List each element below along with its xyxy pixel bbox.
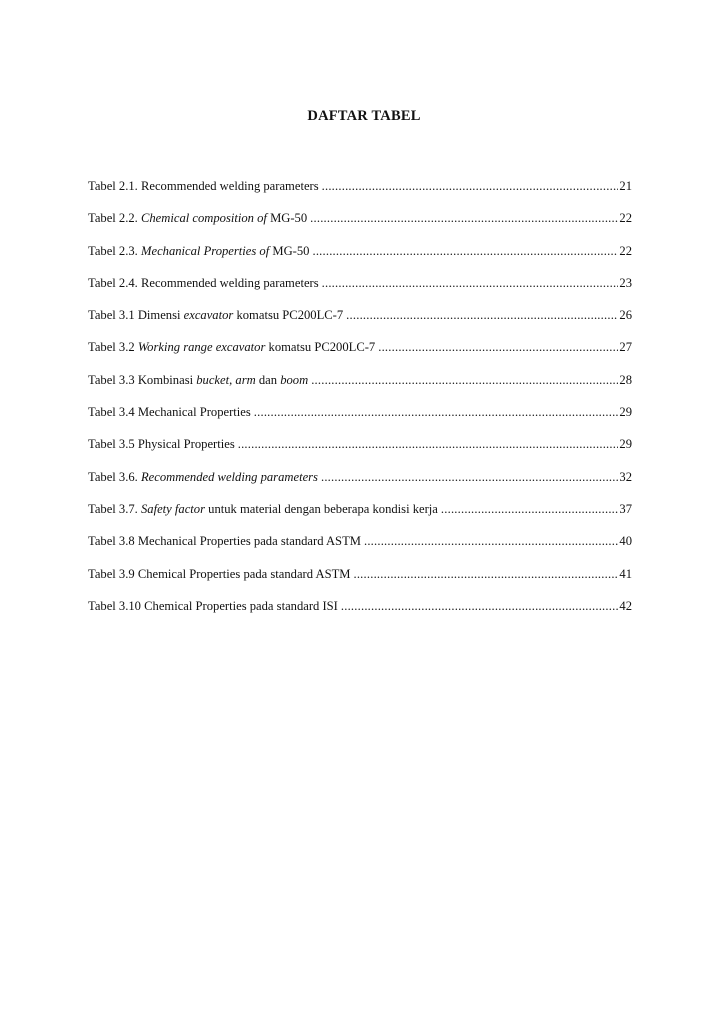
toc-entry-page: 42	[619, 598, 632, 613]
toc-entry-label: Tabel 2.4. Recommended welding parameters	[88, 275, 319, 290]
table-of-tables	[88, 177, 632, 629]
dot-leader	[378, 338, 618, 356]
dot-leader	[341, 597, 619, 615]
toc-entry-page: 32	[619, 469, 632, 484]
toc-entry	[88, 371, 632, 403]
page-title: DAFTAR TABEL	[307, 108, 421, 124]
toc-entry-page: 28	[619, 372, 632, 387]
toc-entry	[88, 338, 632, 370]
toc-entry	[88, 435, 632, 467]
toc-entry-label: Tabel 3.9 Chemical Properties pada standard ASTM	[88, 566, 351, 581]
toc-entry	[88, 597, 632, 629]
toc-entry-label: Tabel 3.5 Physical Properties	[88, 437, 235, 452]
toc-entry-label: Tabel 3.3 Kombinasi bucket, arm dan boom	[88, 372, 309, 387]
toc-entry-label: Tabel 2.1. Recommended welding parameters	[88, 179, 319, 193]
toc-entry	[88, 177, 632, 209]
toc-entry	[88, 403, 632, 435]
toc-entry-label: Tabel 2.2. Chemical composition of MG-50	[88, 211, 308, 226]
toc-entry	[88, 500, 632, 532]
toc-entry	[88, 274, 632, 306]
toc-entry	[88, 532, 632, 564]
toc-entry-label: Tabel 2.3. Mechanical Properties of MG-50	[88, 243, 310, 258]
toc-entry-label: Tabel 3.10 Chemical Properties pada standard ISI	[88, 598, 338, 613]
toc-entry	[88, 209, 632, 241]
dot-leader	[254, 403, 619, 421]
toc-entry	[88, 306, 632, 338]
toc-entry-label: Tabel 3.4 Mechanical Properties	[88, 405, 251, 420]
toc-entry-page: 29	[619, 405, 632, 420]
dot-leader	[364, 532, 618, 550]
toc-entry-page: 40	[619, 534, 632, 549]
toc-entry	[88, 242, 632, 274]
dot-leader	[441, 500, 619, 518]
toc-entry-page: 29	[619, 437, 632, 452]
toc-entry-page: 37	[619, 501, 632, 516]
toc-entry-label: Tabel 3.8 Mechanical Properties pada standard ASTM	[88, 534, 361, 549]
dot-leader	[321, 468, 618, 486]
dot-leader	[353, 565, 618, 583]
toc-entry-label: Tabel 3.7. Safety factor untuk material dengan beberapa kondisi kerja	[88, 501, 438, 516]
dot-leader	[312, 242, 618, 260]
toc-entry-label: Tabel 3.2 Working range excavator komatsu PC200LC-7	[88, 340, 376, 355]
dot-leader	[310, 209, 618, 227]
dot-leader	[346, 306, 618, 324]
toc-entry-page: 21	[619, 179, 632, 193]
dot-leader	[238, 435, 619, 453]
dot-leader	[322, 274, 619, 292]
toc-entry	[88, 565, 632, 597]
toc-entry-page: 22	[619, 211, 632, 226]
toc-entry-page: 26	[619, 308, 632, 323]
toc-entry-page: 41	[619, 566, 632, 581]
toc-entry-page: 22	[619, 243, 632, 258]
dot-leader	[322, 177, 619, 195]
toc-entry	[88, 468, 632, 500]
toc-entry-label: Tabel 3.6. Recommended welding parameters	[88, 469, 318, 484]
toc-entry-page: 27	[619, 340, 632, 355]
toc-entry-label: Tabel 3.1 Dimensi excavator komatsu PC200LC-7	[88, 308, 344, 323]
toc-entry-page: 23	[619, 275, 632, 290]
dot-leader	[311, 371, 618, 389]
